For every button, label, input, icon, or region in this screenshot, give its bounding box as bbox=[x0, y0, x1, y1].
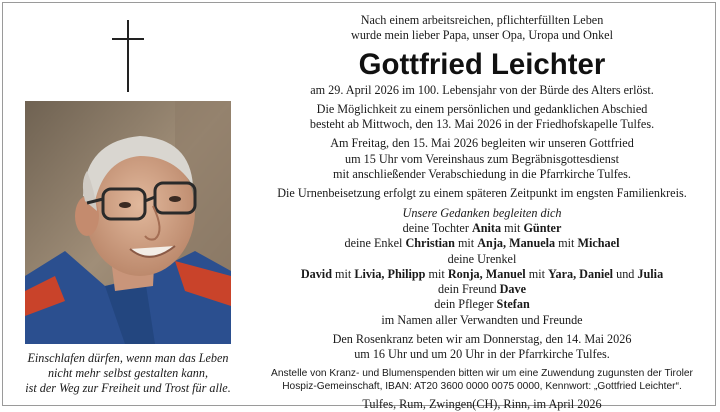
mourner-line: deine Tochter Anita mit Günter bbox=[402, 220, 562, 235]
quote-line: Einschlafen dürfen, wenn man das Leben bbox=[27, 351, 229, 365]
funeral-info: Am Freitag, den 15. Mai 2026 begleiten wir unseren Gottfried um 15 Uhr vom Vereinshaus zum Begräbnisgottesdienst mit anschließender Verabschiedung in die Pfarrkirche Tulfes. bbox=[330, 136, 634, 182]
intro-line: wurde mein lieber Papa, unser Opa, Uropa und Onkel bbox=[351, 28, 613, 43]
donation-info: Anstelle von Kranz- und Blumenspenden bitten wir um eine Zuwendung zugunsten der Tiroler Hospiz-Gemeinschaft, IBAN: AT20 3600 0000 0075 0000, Kennwort: „Gottfried Leichter“. bbox=[271, 367, 693, 392]
intro-line: Nach einem arbeitsreichen, pflichterfüllten Leben bbox=[360, 13, 604, 27]
mourners-heading: Unsere Gedanken begleiten dich bbox=[402, 205, 562, 220]
notice-text bbox=[252, 13, 712, 412]
mourner-line: im Namen aller Verwandten und Freunde bbox=[381, 312, 583, 327]
death-notice: am 29. April 2026 im 100. Lebensjahr von der Bürde des Alters erlöst. bbox=[310, 82, 654, 97]
deceased-name: Gottfried Leichter bbox=[358, 47, 606, 81]
place-date: Tulfes, Rum, Zwingen(CH), Rinn, im April 2026 bbox=[362, 396, 602, 411]
mourner-line: deine Enkel Christian mit Anja, Manuela mit Michael bbox=[344, 236, 620, 251]
mourners-list bbox=[252, 206, 712, 328]
cross-icon bbox=[112, 20, 144, 92]
urn-info: Die Urnenbeisetzung erfolgt zu einem späteren Zeitpunkt im engsten Familienkreis. bbox=[277, 186, 687, 201]
memorial-quote bbox=[8, 351, 248, 396]
mourner-line: dein Pfleger Stefan bbox=[434, 297, 530, 312]
quote-line: nicht mehr selbst gestalten kann, bbox=[47, 366, 209, 380]
quote-line: ist der Weg zur Freiheit und Trost für alle. bbox=[25, 381, 231, 395]
mourner-line: deine Urenkel bbox=[447, 251, 517, 266]
farewell-info: Die Möglichkeit zu einem persönlichen und gedanklichen Abschied besteht ab Mittwoch, den 13. Mai 2026 in der Friedhofskapelle Tulfes. bbox=[309, 101, 655, 132]
mourner-line: dein Freund Dave bbox=[437, 282, 526, 297]
mourner-line: David mit Livia, Philipp mit Ronja, Manuel mit Yara, Daniel und Julia bbox=[300, 266, 664, 281]
rosary-info: Den Rosenkranz beten wir am Donnerstag, den 14. Mai 2026 um 16 Uhr und um 20 Uhr in der Pfarrkirche Tulfes. bbox=[332, 332, 632, 362]
portrait-photo bbox=[25, 101, 231, 344]
